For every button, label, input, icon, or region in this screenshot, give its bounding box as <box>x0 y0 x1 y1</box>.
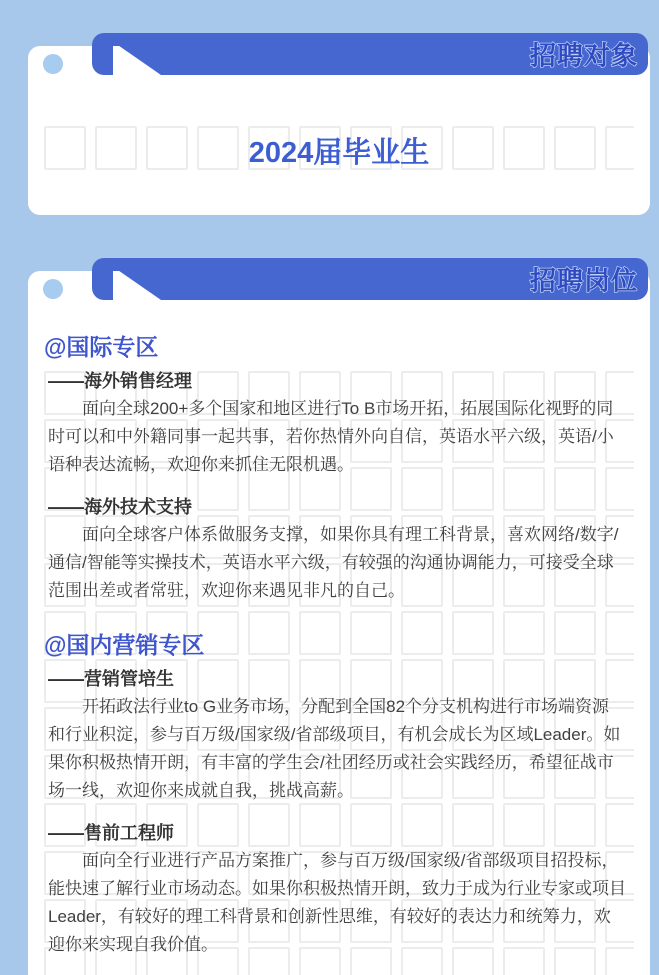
ribbon-label-target: 招聘对象 <box>529 40 638 71</box>
graduates-title: 2024届毕业生 <box>248 137 430 169</box>
ribbon-label-positions: 招聘岗位 <box>529 265 638 296</box>
job-title-presales-engineer: ——售前工程师 <box>48 823 174 843</box>
positions-content <box>28 271 650 959</box>
section-heading-international: @国际专区 <box>44 334 159 360</box>
job-block-overseas-support <box>48 495 626 605</box>
section-heading-domestic-marketing: @国内营销专区 <box>44 632 205 658</box>
ribbon-fold-notch <box>113 271 161 300</box>
job-title-marketing-trainee: ——营销管培生 <box>48 669 174 689</box>
card-corner-dot <box>43 279 63 299</box>
ribbon-banner-target <box>92 33 648 75</box>
ribbon-fold-notch <box>113 46 161 75</box>
recruitment-positions-card <box>28 271 650 975</box>
card-corner-dot <box>43 54 63 74</box>
job-block-overseas-sales <box>48 369 626 479</box>
job-block-marketing-trainee <box>48 667 626 805</box>
job-title-overseas-support: ——海外技术支持 <box>48 497 192 517</box>
job-description-overseas-support: 面向全球客户体系做服务支撑，如果你具有理工科背景，喜欢网络/数字/通信/智能等实操技术，英语水平六级，有较强的沟通协调能力，可接受全球范围出差或者常驻，欢迎你来遇见非凡的自己。 <box>48 525 619 600</box>
ribbon-banner-positions <box>92 258 648 300</box>
job-title-overseas-sales: ——海外销售经理 <box>48 371 192 391</box>
job-block-presales-engineer <box>48 821 626 959</box>
job-description-marketing-trainee: 开拓政法行业to G业务市场，分配到全国82个分支机构进行市场端资源和行业积淀，参与百万级/国家级/省部级项目，有机会成长为区域Leader。如果你积极热情开朗，有丰富的学生会/社团经历或社会实践经历，希望征战市场一线，欢迎你来成就自我，挑战高薪。 <box>48 697 621 800</box>
job-description-presales-engineer: 面向全行业进行产品方案推广，参与百万级/国家级/省部级项目招投标，能快速了解行业市场动态。如果你积极热情开朗，致力于成为行业专家或项目Leader，有较好的理工科背景和创新性思维，有较好的表达力和统筹力，欢迎你来实现自我价值。 <box>48 851 626 954</box>
job-description-overseas-sales: 面向全球200+多个国家和地区进行To B市场开拓，拓展国际化视野的同时可以和中外籍同事一起共事，若你热情外向自信，英语水平六级，英语/小语种表达流畅，欢迎你来抓住无限机遇。 <box>48 399 614 474</box>
